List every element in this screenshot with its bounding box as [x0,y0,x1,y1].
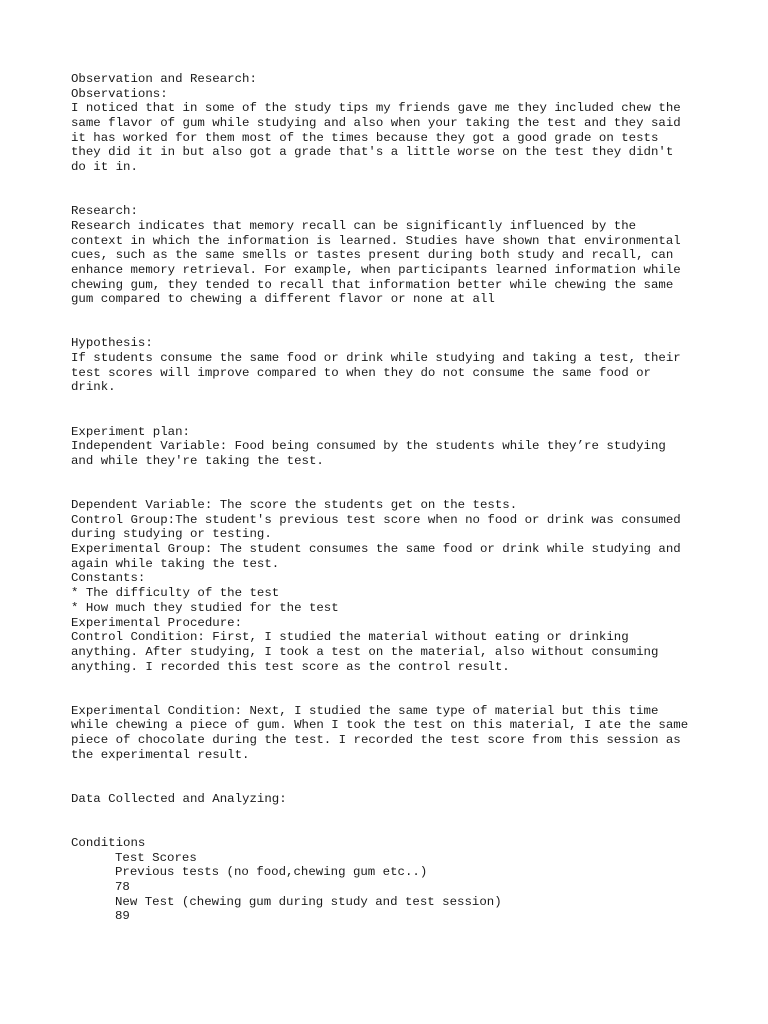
conditions-label: Conditions [71,835,146,850]
control-group-line: Control Group:The student's previous test score when no food or drink was consumed [71,512,681,527]
observation-research-section [71,72,711,175]
control-condition-line: anything. I recorded this test score as the control result. [71,659,510,674]
constant-item: * How much they studied for the test [71,600,339,615]
experiment-plan-label: Experiment plan: [71,424,190,439]
spacer [71,469,711,498]
data-row: 78 [115,879,130,894]
research-label: Research: [71,204,138,219]
experimental-group-line: Experimental Group: The student consumes the same food or drink while studying and [71,542,681,557]
spacer [71,674,711,703]
variables-section [71,498,711,674]
data-row: Test Scores [115,850,197,865]
experimental-group-line: again while taking the test. [71,556,280,571]
research-line: gum compared to chewing a different flavor or none at all [71,292,495,307]
data-section [71,792,711,924]
control-condition-line: anything. After studying, I took a test on the material, also without consuming [71,644,659,659]
experimental-condition-line: piece of chocolate during the test. I recorded the test score from this session as [71,733,681,748]
data-heading: Data Collected and Analyzing: [71,791,287,806]
observations-line: they did it in but also got a grade that's a little worse on the test they didn't [71,145,674,160]
document-body [71,72,711,924]
hypothesis-line: drink. [71,380,116,395]
dependent-variable: Dependent Variable: The score the students get on the tests. [71,498,518,512]
experimental-condition-line: Experimental Condition: Next, I studied the same type of material but this time [71,703,659,718]
research-line: Research indicates that memory recall can be significantly influenced by the [71,218,637,233]
experiment-plan-section [71,425,711,469]
control-condition-line: Control Condition: First, I studied the material without eating or drinking [71,630,629,645]
observations-line: same flavor of gum while studying and also when your taking the test and they said [71,116,681,131]
hypothesis-section [71,336,711,395]
procedure-label: Experimental Procedure: [71,615,243,630]
hypothesis-line: test scores will improve compared to when they do not consume the same food or [71,365,651,380]
spacer [71,307,711,336]
data-row: Previous tests (no food,chewing gum etc..) [115,865,428,880]
constants-label: Constants: [71,571,146,586]
research-section [71,204,711,307]
spacer [71,806,711,835]
hypothesis-line: If students consume the same food or drink while studying and taking a test, their [71,351,681,366]
research-line: cues, such as the same smells or tastes present during both study and recall, can [71,248,674,263]
observations-label: Observations: [71,86,168,101]
research-line: context in which the information is learned. Studies have shown that environmental [71,233,681,248]
experimental-condition-line: the experimental result. [71,747,250,762]
data-row: New Test (chewing gum during study and test session) [115,894,502,909]
observations-line: do it in. [71,160,138,175]
constant-item: * The difficulty of the test [71,586,280,601]
observations-line: I noticed that in some of the study tips my friends gave me they included chew the [71,101,681,116]
hypothesis-label: Hypothesis: [71,336,153,351]
research-line: enhance memory retrieval. For example, when participants learned information while [71,262,681,277]
spacer [71,175,711,204]
experimental-condition-line: while chewing a piece of gum. When I took the test on this material, I ate the same [71,718,689,733]
section-heading: Observation and Research: [71,72,257,86]
experimental-condition-section [71,704,711,763]
independent-variable-line: Independent Variable: Food being consumed by the students while they’re studying [71,439,666,454]
spacer [71,762,711,791]
research-line: chewing gum, they tended to recall that information better while chewing the same [71,277,674,292]
observations-line: it has worked for them most of the times because they got a good grade on tests [71,130,659,145]
control-group-line: during studying or testing. [71,527,272,542]
independent-variable-line: and while they're taking the test. [71,453,324,468]
spacer [71,395,711,424]
data-row: 89 [115,909,130,924]
